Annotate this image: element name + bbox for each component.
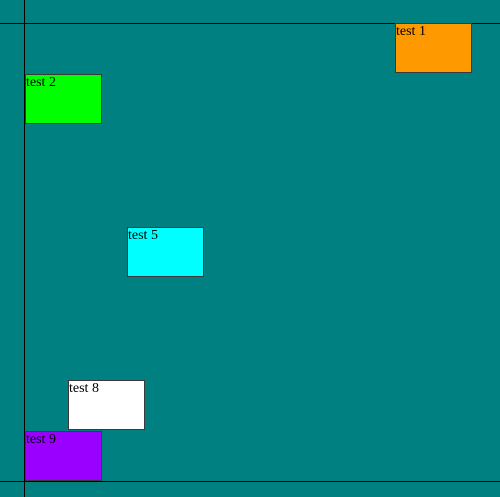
test-1-label: test 1: [396, 24, 426, 39]
test-5-label: test 5: [128, 228, 158, 243]
test-8-box[interactable]: [68, 380, 145, 430]
test-1-box[interactable]: [395, 23, 472, 73]
test-9-label: test 9: [26, 432, 56, 447]
test-8-label: test 8: [69, 381, 99, 396]
test-2-box[interactable]: [25, 74, 102, 124]
test-5-box[interactable]: [127, 227, 204, 277]
test-9-box[interactable]: [25, 431, 102, 481]
test-2-label: test 2: [26, 75, 56, 90]
bottom-guide-line: [0, 481, 500, 482]
